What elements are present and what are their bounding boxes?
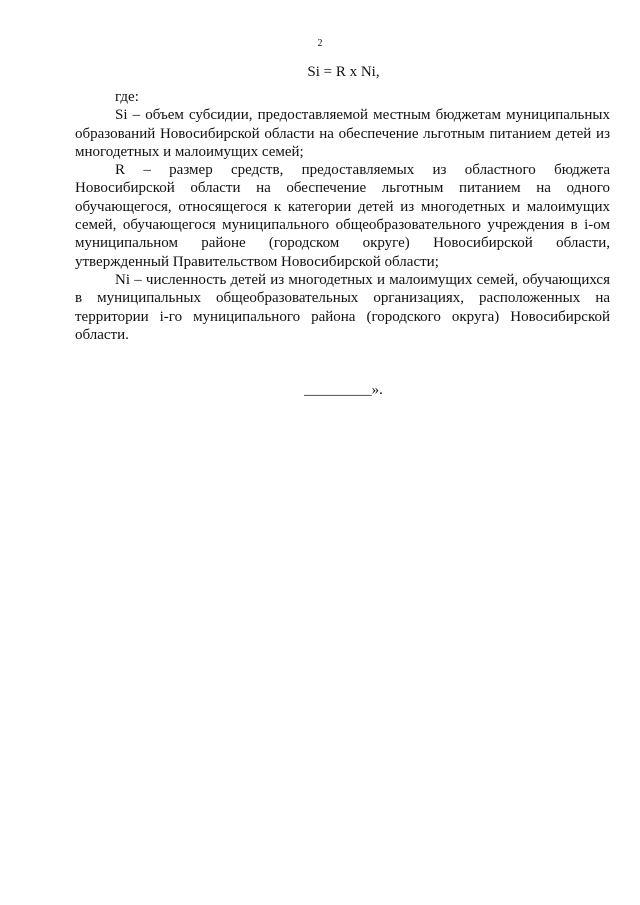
paragraph-si-definition: Si – объем субсидии, предоставляемой местным бюджетам муниципальных образований Новосибирской области на обеспечение льготным питанием детей из многодетных и малоимущих семей; — [75, 107, 610, 160]
paragraph-where: где: — [115, 89, 139, 105]
document-body — [75, 88, 610, 344]
page-number: 2 — [317, 38, 323, 49]
signoff-line: _________». — [304, 382, 383, 398]
paragraph-r-definition: R – размер средств, предоставляемых из областного бюджета Новосибирской области на обеспечение льготным питанием на одного обучающегося, относящегося к категории детей из многодетных и малоимущих семей, обучающегося муниципального общеобразовательного учреждения в i-ом муниципальном районе (городском округе) Новосибирской области, утвержденный Правительством Новосибирской области; — [75, 162, 610, 270]
formula: Si = R x Ni, — [307, 64, 380, 80]
paragraph-ni-definition: Ni – численность детей из многодетных и малоимущих семей, обучающихся в муниципальных общеобразовательных организациях, расположенных на территории i-го муниципального района (городского округа) Новосибирской области. — [75, 271, 610, 343]
